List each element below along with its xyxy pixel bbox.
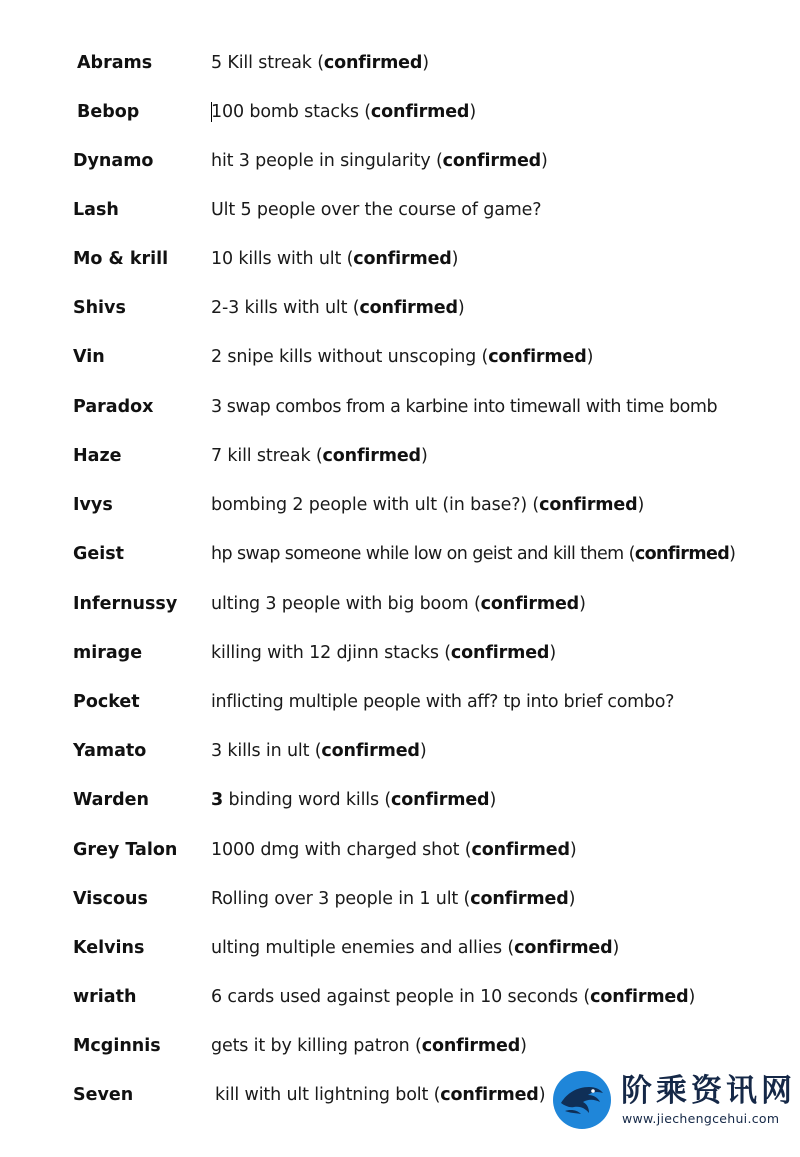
confirmed-tag: confirmed [488, 347, 587, 367]
hero-row [0, 638, 800, 668]
hero-row [0, 539, 800, 569]
challenge-description: 2 snipe kills without unscoping (confirmed) [211, 347, 594, 367]
confirmed-tag: confirmed [322, 446, 421, 466]
challenge-description: 2-3 kills with ult (confirmed) [211, 298, 465, 318]
hero-name: wriath [73, 987, 137, 1007]
hero-name: Viscous [73, 889, 148, 909]
hero-row [0, 392, 800, 422]
site-watermark [553, 1063, 800, 1157]
confirmed-tag: confirmed [359, 298, 458, 318]
hero-name: Paradox [73, 397, 154, 417]
hero-row [0, 490, 800, 520]
hero-row [0, 146, 800, 176]
hero-row [0, 736, 800, 766]
watermark-title: 阶乘资讯网 [621, 1073, 796, 1109]
hero-name: Mo & krill [73, 249, 169, 269]
challenge-description: inflicting multiple people with aff? tp into brief combo? [211, 692, 675, 712]
hero-name: Mcginnis [73, 1036, 161, 1056]
hero-row [0, 97, 800, 127]
confirmed-tag: confirmed [450, 643, 550, 663]
challenge-description: hit 3 people in singularity (confirmed) [211, 151, 548, 171]
watermark-url: www.jiechengcehui.com [622, 1111, 780, 1126]
challenge-description: killing with 12 djinn stacks (confirmed) [211, 643, 556, 663]
challenge-description: 3 binding word kills (confirmed) [211, 790, 497, 810]
hero-row [0, 293, 800, 323]
hero-name: Kelvins [73, 938, 145, 958]
challenge-description: 5 Kill streak (confirmed) [211, 53, 429, 73]
hero-name: Dynamo [73, 151, 154, 171]
confirmed-tag: confirmed [590, 987, 689, 1007]
hero-name: Infernussy [73, 594, 178, 614]
challenge-description: kill with ult lightning bolt (confirmed) [215, 1085, 546, 1105]
hero-row [0, 1031, 800, 1061]
hero-row [0, 982, 800, 1012]
confirmed-tag: confirmed [480, 594, 580, 614]
hero-row [0, 884, 800, 914]
challenge-description: bombing 2 people with ult (in base?) (confirmed) [211, 495, 645, 515]
hero-name: Pocket [73, 692, 140, 712]
challenge-description: gets it by killing patron (confirmed) [211, 1036, 527, 1056]
confirmed-tag: confirmed [370, 102, 470, 122]
confirmed-tag: confirmed [353, 249, 452, 269]
challenge-description: Rolling over 3 people in 1 ult (confirmed) [211, 889, 576, 909]
confirmed-tag: confirmed [442, 151, 542, 171]
challenge-description: ulting multiple enemies and allies (confirmed) [211, 938, 620, 958]
challenge-description: 100 bomb stacks (confirmed) [211, 102, 476, 122]
challenge-description: 7 kill streak (confirmed) [211, 446, 428, 466]
confirmed-tag: confirmed [391, 790, 490, 810]
confirmed-tag: confirmed [471, 840, 570, 860]
confirmed-tag: confirmed [539, 495, 638, 515]
hero-name: Haze [73, 446, 122, 466]
hero-row [0, 933, 800, 963]
hero-row [0, 835, 800, 865]
watermark-badge [553, 1071, 611, 1129]
challenge-description: 10 kills with ult (confirmed) [211, 249, 459, 269]
hero-name: Ivys [73, 495, 113, 515]
bold-count: 3 [211, 790, 224, 810]
hero-row [0, 48, 800, 78]
hero-name: Geist [73, 544, 125, 564]
hero-row [0, 441, 800, 471]
hero-name: Bebop [77, 102, 140, 122]
challenge-description: hp swap someone while low on geist and kill them (confirmed) [211, 544, 736, 564]
challenge-description: 1000 dmg with charged shot (confirmed) [211, 840, 577, 860]
challenge-description: ulting 3 people with big boom (confirmed) [211, 594, 586, 614]
challenge-description: 3 swap combos from a karbine into timewall with time bomb [211, 397, 718, 417]
confirmed-tag: confirmed [470, 889, 569, 909]
hero-name: Abrams [77, 53, 153, 73]
hero-name: Yamato [73, 741, 147, 761]
hero-name: Seven [73, 1085, 134, 1105]
hero-name: Vin [73, 347, 105, 367]
challenge-description: Ult 5 people over the course of game? [211, 200, 542, 220]
hero-name: Grey Talon [73, 840, 178, 860]
confirmed-tag: confirmed [634, 544, 730, 564]
hero-row [0, 342, 800, 372]
challenge-description: 3 kills in ult (confirmed) [211, 741, 427, 761]
hero-name: mirage [73, 643, 143, 663]
hero-name: Shivs [73, 298, 126, 318]
eagle-icon [559, 1081, 605, 1119]
hero-name: Lash [73, 200, 119, 220]
confirmed-tag: confirmed [321, 741, 420, 761]
hero-row [0, 785, 800, 815]
confirmed-tag: confirmed [514, 938, 613, 958]
hero-row [0, 589, 800, 619]
confirmed-tag: confirmed [421, 1036, 521, 1056]
hero-row [0, 195, 800, 225]
hero-row [0, 687, 800, 717]
confirmed-tag: confirmed [440, 1085, 539, 1105]
confirmed-tag: confirmed [323, 53, 423, 73]
hero-row [0, 244, 800, 274]
challenge-description: 6 cards used against people in 10 seconds (confirmed) [211, 987, 696, 1007]
hero-name: Warden [73, 790, 149, 810]
